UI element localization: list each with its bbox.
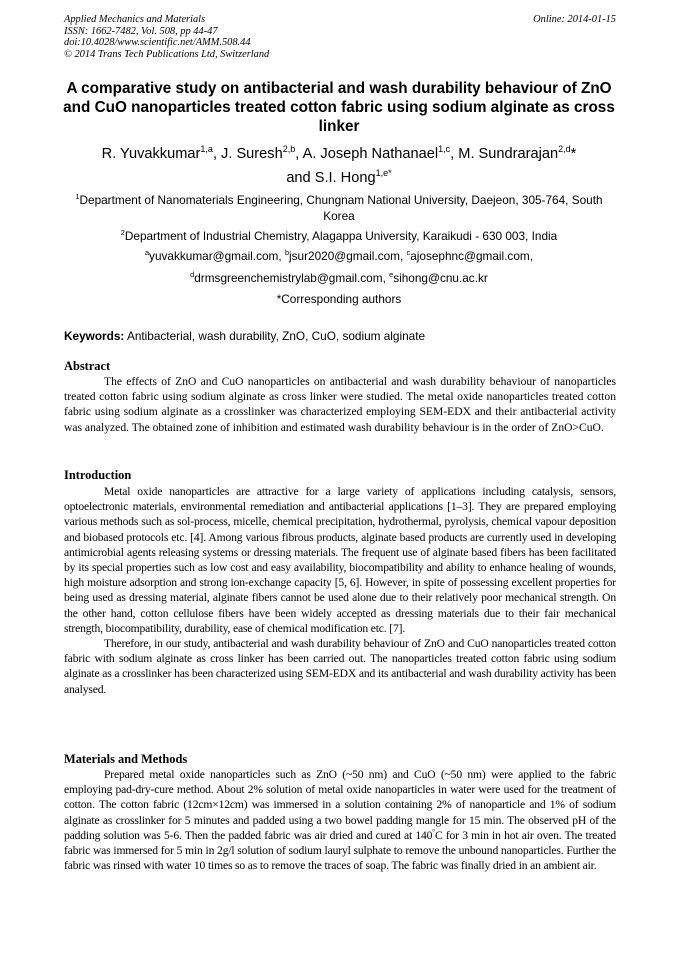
methods-paragraph-1 <box>64 767 616 873</box>
author-superscript: 1,a <box>200 144 213 155</box>
email-superscript: c <box>406 248 411 258</box>
author-name: M. Sundrarajan <box>458 146 559 162</box>
journal-name: Applied Mechanics and Materials <box>64 14 206 25</box>
author-name: R. Yuvakkumar <box>101 146 201 162</box>
author-list: R. Yuvakkumar$^{1,a}$, J. Suresh$^{2,b}$, A. Joseph Nathanael$^{1,c}$, M. Sundrarajan$^{2,d}$* and S.I. Hong$^{1,e*}$ <box>101 144 577 186</box>
abstract-text: The effects of ZnO and CuO nanoparticles on antibacterial and wash durability behaviour of nanoparticles treated cotton fabric using sodium alginate as cross linker were studied. The metal oxide nanoparticles treated cotton fabric using sodium alginate as a crosslinker was characterized employing SEM-EDX and their antibacterial activity was analyzed. The obtained zone of inhibition and estimated wash durability behaviour is in the order of ZnO>CuO. <box>64 375 616 434</box>
author-emails: $^a$yuvakkumar@gmail.com, $^b$jsur2020@gmail.com, $^c$ajosephnc@gmail.com, $^d$drmsgreenchemistrylab@gmail.com, $^e$sihong@cnu.ac.kr <box>144 248 533 285</box>
keywords-text: Antibacterial, wash durability, ZnO, CuO, sodium alginate <box>126 329 426 343</box>
author-superscript: 2,b <box>282 144 296 155</box>
email-address: yuvakkumar@gmail.com <box>149 249 279 263</box>
introduction-body <box>64 484 616 697</box>
author-superscript: 1,c <box>438 144 451 155</box>
author-name: J. Suresh <box>221 146 283 162</box>
online-date: Online: 2014-01-15 <box>533 14 616 25</box>
email-address: jsur2020@gmail.com <box>289 249 400 263</box>
methods-body <box>64 767 616 873</box>
author-name: S.I. Hong <box>314 170 376 186</box>
affiliation-text: Department of Nanomaterials Engineering, Chungnam National University, Daejeon, 305-764, South Korea <box>79 193 603 223</box>
affiliation-2 <box>66 229 612 245</box>
paper-title: A comparative study on antibacterial and wash durability behaviour of ZnO and CuO nanoparticles treated cotton fabric using sodium alginate as cross linker <box>63 80 615 135</box>
abstract-heading: Abstract <box>64 359 111 373</box>
author-superscript: 1,e* <box>375 168 392 179</box>
methods-text-part-2: C for 3 min in hot air oven. The treated fabric was immersed for 5 min in 2g/l solution of sodium lauryl sulphate to remove the unbound nanoparticles. Further the fabric was rinsed with water 10 times so as to remove the traces of soap. The fabric was finally dried in an ambient air. <box>64 828 617 873</box>
keywords <box>64 329 616 344</box>
affiliation-text: Department of Industrial Chemistry, Alagappa University, Karaikudi - 630 003, India <box>124 229 558 243</box>
email-superscript: e <box>389 269 394 279</box>
copyright-line: © 2014 Trans Tech Publications Ltd, Switzerland <box>64 48 270 60</box>
journal-header <box>64 14 616 60</box>
degree-symbol: ° <box>432 827 435 836</box>
email-address: ajosephnc@gmail.com <box>410 249 530 263</box>
methods-text-part-1: Prepared metal oxide nanoparticles such as ZnO (~50 nm) and CuO (~50 nm) were applied to the fabric employing pad-dry-cure method. About 2% solution of metal oxide nanoparticles in water were used for the treatment of cotton. The cotton fabric (12cm×12cm) was immersed in a solution containing 2% of nanoparticle and 1% of sodium alginate as crosslinker for 5 minutes and padded using a two bowel padding mangle for 15 min. The observed pH of the padding solution was 5-6. Then the padded fabric was air dried and cured at 140 <box>64 768 616 842</box>
doi-line: doi:10.4028/www.scientific.net/AMM.508.44 <box>64 37 251 48</box>
abstract-body <box>64 374 616 435</box>
affiliation-superscript: 1 <box>75 192 80 202</box>
methods-heading: Materials and Methods <box>64 752 188 766</box>
email-superscript: d <box>190 269 195 279</box>
introduction-paragraph-1: Metal oxide nanoparticles are attractive for a large variety of applications including catalysis, sensors, optoelectronic materials, environmental remediation and antibacterial applications [1–3]. They are prepared employing various methods such as sol-process, micelle, chemical precipitation, hydrothermal, pyrolysis, chemical vapour deposition and biobased protocols etc. [4]. Among various fibrous products, alginate based products are currently used in developing antimicrobial agents releasing systems or dressing materials. The frequent use of alginate based fibers has been facilitated by its special properties such as low cost and easy availability, biocompatibility and ability to enhance healing of wounds, high moisture adsorption and strong ion-exchange capacity [5, 6]. However, in spite of possessing excellent properties for being used as dressing material, alginate fibers cannot be used alone due to their relatively poor mechanical strength. On the other hand, cotton cellulose fibers have been widely accepted as dressing materials due to their fair mechanical strength, biocompatibility, durability, ease of chemical modification etc. [7]. <box>64 485 616 635</box>
email-address: drmsgreenchemistrylab@gmail.com <box>194 270 383 285</box>
affiliation-superscript: 2 <box>120 228 125 238</box>
introduction-heading: Introduction <box>64 468 132 482</box>
author-name: A. Joseph Nathanael <box>302 146 439 162</box>
issn-line: ISSN: 1662-7482, Vol. 508, pp 44-47 <box>64 25 218 37</box>
email-superscript: a <box>144 248 150 258</box>
keywords-label: Keywords: <box>64 329 125 343</box>
affiliation-1 <box>66 193 612 224</box>
introduction-paragraph-2: Therefore, in our study, antibacterial and wash durability behaviour of ZnO and CuO nanoparticles treated cotton fabric with sodium alginate as cross linker has been carried out. The nanoparticles treated cotton fabric using sodium alginate as a crosslinker has been characterized using SEM-EDX and its antibacterial and wash durability activity has been analysed. <box>64 637 616 696</box>
author-superscript: 2,d <box>558 144 571 155</box>
corresponding-note: *Corresponding authors <box>276 292 402 306</box>
email-address: sihong@cnu.ac.kr <box>393 270 488 285</box>
email-superscript: b <box>284 248 289 258</box>
